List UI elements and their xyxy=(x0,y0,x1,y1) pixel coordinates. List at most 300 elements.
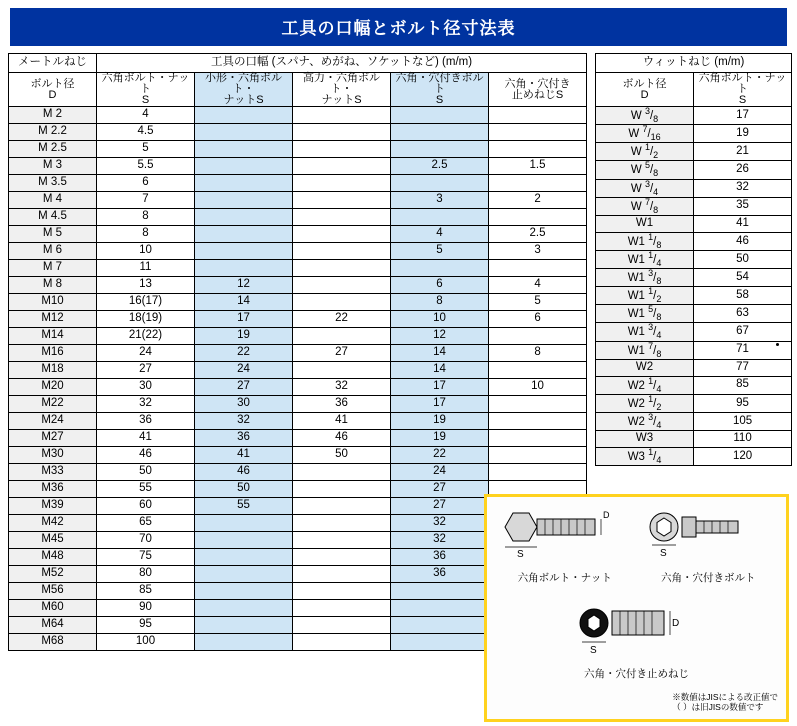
bolt-diameter-cell: M 8 xyxy=(9,277,97,294)
dimension-cell xyxy=(195,226,293,243)
dimension-cell: 12 xyxy=(391,328,489,345)
col-header-line1: ボルト径 xyxy=(30,77,75,90)
dimension-cell xyxy=(195,158,293,175)
dimension-cell xyxy=(195,532,293,549)
dimension-cell xyxy=(195,549,293,566)
col-header-hex-bolt-nut xyxy=(97,73,195,107)
dimension-cell: 27 xyxy=(195,379,293,396)
dimension-cell xyxy=(293,158,391,175)
col-header-line2: S xyxy=(738,94,747,106)
dimension-cell: 41 xyxy=(293,413,391,430)
bolt-diameter-cell: W $^5/_8$ xyxy=(596,161,694,179)
dimension-cell: 19 xyxy=(391,413,489,430)
col-header-line2: ナットS xyxy=(321,94,362,106)
dimension-cell: 3 xyxy=(489,243,587,260)
dimension-cell xyxy=(489,430,587,447)
dimension-cell: 22 xyxy=(293,311,391,328)
table-row xyxy=(9,141,587,158)
bolt-diameter-cell: W $^7/_{16}$ xyxy=(596,125,694,143)
diagram-socket-head-bolt xyxy=(637,503,781,585)
dimension-cell xyxy=(293,498,391,515)
table-row xyxy=(9,413,587,430)
bolt-diameter-cell: M60 xyxy=(9,600,97,617)
bolt-diameter-cell: W1 xyxy=(596,215,694,232)
bolt-diameter-cell: M 7 xyxy=(9,260,97,277)
bolt-diameter-cell: M 2 xyxy=(9,107,97,124)
col-header-high-strength-hex xyxy=(293,73,391,107)
dimension-cell: 70 xyxy=(97,532,195,549)
table-row xyxy=(9,107,587,124)
dimension-cell xyxy=(293,277,391,294)
dimension-cell: 12 xyxy=(195,277,293,294)
bolt-diameter-cell: M16 xyxy=(9,345,97,362)
bolt-diameter-cell: M64 xyxy=(9,617,97,634)
table-row xyxy=(596,394,792,412)
dimension-cell: 10 xyxy=(391,311,489,328)
bolt-diameter-cell: M42 xyxy=(9,515,97,532)
table-row xyxy=(9,396,587,413)
dimension-cell: 50 xyxy=(293,447,391,464)
table-row xyxy=(9,362,587,379)
dimension-cell xyxy=(195,515,293,532)
dimension-cell xyxy=(195,617,293,634)
bolt-diameter-cell: M 2.2 xyxy=(9,124,97,141)
dimension-cell xyxy=(195,566,293,583)
dimension-cell: 71 xyxy=(694,341,792,359)
col-header-line1: 小形・六角ボルト・ xyxy=(205,72,282,95)
table-row xyxy=(9,328,587,345)
dimension-cell xyxy=(391,260,489,277)
dimension-cell: 35 xyxy=(694,197,792,215)
dimension-cell xyxy=(195,260,293,277)
dimension-cell xyxy=(489,464,587,481)
dimension-cell: 4 xyxy=(489,277,587,294)
table-row xyxy=(596,323,792,341)
diagram-panel xyxy=(484,494,789,722)
dimension-cell: 4 xyxy=(391,226,489,243)
dimension-cell xyxy=(195,600,293,617)
dimension-cell: 50 xyxy=(694,250,792,268)
dimension-cell xyxy=(489,107,587,124)
note-line-2: （ ）は旧JISの数値です xyxy=(672,702,764,713)
dimension-cell xyxy=(195,124,293,141)
bolt-diameter-cell: M45 xyxy=(9,532,97,549)
dimension-cell xyxy=(293,464,391,481)
col-header-bolt-dia xyxy=(9,73,97,107)
dimension-cell: 14 xyxy=(391,345,489,362)
dimension-cell: 17 xyxy=(195,311,293,328)
col-header-line2: D xyxy=(640,88,649,101)
table-row xyxy=(596,376,792,394)
label-d: D xyxy=(602,510,610,520)
dimension-cell: 27 xyxy=(97,362,195,379)
table-row xyxy=(9,345,587,362)
table-row xyxy=(596,125,792,143)
dimension-cell: 30 xyxy=(195,396,293,413)
dimension-cell xyxy=(293,226,391,243)
dimension-cell: 41 xyxy=(97,430,195,447)
dimension-cell: 41 xyxy=(694,215,792,232)
table-row xyxy=(9,54,587,73)
bolt-diameter-cell: M 3 xyxy=(9,158,97,175)
bolt-diameter-cell: M 6 xyxy=(9,243,97,260)
col-header-line2: S xyxy=(141,94,150,106)
table-row xyxy=(9,158,587,175)
dimension-cell: 32 xyxy=(391,515,489,532)
dimension-cell: 36 xyxy=(391,549,489,566)
dimension-cell: 75 xyxy=(97,549,195,566)
dimension-cell: 32 xyxy=(391,532,489,549)
dimension-cell xyxy=(195,192,293,209)
dimension-cell: 36 xyxy=(195,430,293,447)
diagram-caption: 六角ボルト・ナット xyxy=(517,572,612,584)
dimension-cell: 46 xyxy=(293,430,391,447)
table-row xyxy=(9,379,587,396)
bolt-diameter-cell: W2 $^1/_2$ xyxy=(596,394,694,412)
bolt-diameter-cell: W2 xyxy=(596,359,694,376)
bolt-diameter-cell: M20 xyxy=(9,379,97,396)
table-row xyxy=(596,215,792,232)
dimension-cell xyxy=(391,107,489,124)
dimension-cell xyxy=(489,124,587,141)
dimension-cell: 58 xyxy=(694,287,792,305)
dimension-cell xyxy=(293,243,391,260)
dimension-cell xyxy=(293,362,391,379)
bolt-diameter-cell: W $^1/_2$ xyxy=(596,143,694,161)
table-row xyxy=(9,226,587,243)
bolt-diameter-cell: M 4.5 xyxy=(9,209,97,226)
dimension-cell: 105 xyxy=(694,412,792,430)
dimension-cell: 4.5 xyxy=(97,124,195,141)
dimension-cell: 24 xyxy=(97,345,195,362)
dimension-cell: 27 xyxy=(293,345,391,362)
dimension-cell: 6 xyxy=(391,277,489,294)
dimension-cell: 17 xyxy=(694,107,792,125)
dimension-cell: 120 xyxy=(694,448,792,466)
dimension-cell: 36 xyxy=(293,396,391,413)
bolt-diameter-cell: M10 xyxy=(9,294,97,311)
dimension-cell: 21 xyxy=(694,143,792,161)
dimension-cell xyxy=(391,175,489,192)
dimension-cell xyxy=(293,294,391,311)
dimension-cell: 8 xyxy=(97,209,195,226)
dimension-cell: 100 xyxy=(97,634,195,651)
dimension-cell xyxy=(293,583,391,600)
diagram-hex-bolt-nut xyxy=(493,503,637,585)
table-row xyxy=(9,192,587,209)
dimension-cell xyxy=(489,413,587,430)
dimension-cell: 46 xyxy=(195,464,293,481)
dimension-cell: 24 xyxy=(195,362,293,379)
socket-set-screw-icon xyxy=(564,599,714,661)
dimension-cell xyxy=(195,243,293,260)
dimension-cell: 2.5 xyxy=(391,158,489,175)
dimension-cell: 8 xyxy=(489,345,587,362)
table-row xyxy=(596,448,792,466)
dimension-cell xyxy=(195,107,293,124)
stray-dot xyxy=(776,343,779,346)
dimension-cell: 11 xyxy=(97,260,195,277)
col-header-socket-head-bolt xyxy=(391,73,489,107)
dimension-cell: 27 xyxy=(391,481,489,498)
dimension-cell: 17 xyxy=(391,396,489,413)
dimension-cell xyxy=(293,549,391,566)
bolt-diameter-cell: W1 $^1/_4$ xyxy=(596,250,694,268)
col-header-line2: 止めねじS xyxy=(511,88,564,101)
bolt-diameter-cell: M68 xyxy=(9,634,97,651)
dimension-cell: 46 xyxy=(97,447,195,464)
bolt-diameter-cell: M12 xyxy=(9,311,97,328)
dimension-cell: 14 xyxy=(195,294,293,311)
dimension-cell: 32 xyxy=(293,379,391,396)
bolt-diameter-cell: M36 xyxy=(9,481,97,498)
bolt-diameter-cell: W3 $^1/_4$ xyxy=(596,448,694,466)
table-row xyxy=(596,143,792,161)
dimension-cell xyxy=(293,617,391,634)
dimension-cell xyxy=(195,209,293,226)
bolt-diameter-cell: M18 xyxy=(9,362,97,379)
dimension-cell xyxy=(293,107,391,124)
dimension-cell: 80 xyxy=(97,566,195,583)
bolt-diameter-cell: M33 xyxy=(9,464,97,481)
socket-head-bolt-icon xyxy=(638,503,778,565)
dimension-cell xyxy=(489,328,587,345)
dimension-cell xyxy=(489,260,587,277)
dimension-cell xyxy=(293,175,391,192)
table-row xyxy=(596,161,792,179)
bolt-diameter-cell: M24 xyxy=(9,413,97,430)
table-row xyxy=(596,341,792,359)
dimension-cell: 36 xyxy=(391,566,489,583)
dimension-cell: 26 xyxy=(694,161,792,179)
dimension-cell: 6 xyxy=(489,311,587,328)
table-row xyxy=(9,430,587,447)
col-header-small-hex xyxy=(195,73,293,107)
table-row xyxy=(596,287,792,305)
dimension-cell: 17 xyxy=(391,379,489,396)
bolt-diameter-cell: W1 $^1/_8$ xyxy=(596,232,694,250)
dimension-cell: 3 xyxy=(391,192,489,209)
dimension-cell: 60 xyxy=(97,498,195,515)
whit-header: ウィットねじ (m/m) xyxy=(596,54,792,73)
dimension-cell: 67 xyxy=(694,323,792,341)
dimension-cell xyxy=(293,192,391,209)
dimension-cell: 2 xyxy=(489,192,587,209)
table-row xyxy=(596,250,792,268)
dimension-cell: 8 xyxy=(97,226,195,243)
dimension-cell: 5 xyxy=(391,243,489,260)
dimension-cell: 14 xyxy=(391,362,489,379)
bolt-diameter-cell: M39 xyxy=(9,498,97,515)
dimension-cell xyxy=(293,634,391,651)
table-row xyxy=(9,311,587,328)
dimension-cell xyxy=(293,566,391,583)
col-header-line1: 六角ボルト・ナット xyxy=(698,72,787,95)
dimension-cell xyxy=(489,362,587,379)
dimension-cell xyxy=(391,209,489,226)
page-title: 工具の口幅とボルト径寸法表 xyxy=(10,8,787,46)
label-s: S xyxy=(660,548,667,559)
dimension-cell: 5 xyxy=(97,141,195,158)
col-header-line2: D xyxy=(48,88,57,101)
bolt-diameter-cell: M27 xyxy=(9,430,97,447)
table-row xyxy=(9,209,587,226)
dimension-cell: 16(17) xyxy=(97,294,195,311)
table-row xyxy=(9,464,587,481)
dimension-cell: 54 xyxy=(694,269,792,287)
dimension-cell xyxy=(293,600,391,617)
col-header-line2: S xyxy=(435,94,444,106)
dimension-cell: 5 xyxy=(489,294,587,311)
table-row xyxy=(9,294,587,311)
dimension-cell: 55 xyxy=(195,498,293,515)
whitworth-table-body xyxy=(596,107,792,466)
table-row xyxy=(596,305,792,323)
bolt-diameter-cell: W $^7/_8$ xyxy=(596,197,694,215)
bolt-diameter-cell: M48 xyxy=(9,549,97,566)
table-row xyxy=(9,260,587,277)
table-row xyxy=(9,124,587,141)
table-row xyxy=(9,73,587,107)
dimension-cell: 5.5 xyxy=(97,158,195,175)
dimension-cell: 32 xyxy=(97,396,195,413)
dimension-cell: 32 xyxy=(195,413,293,430)
dimension-cell: 65 xyxy=(97,515,195,532)
dimension-cell xyxy=(391,634,489,651)
bolt-diameter-cell: M 2.5 xyxy=(9,141,97,158)
dimension-cell xyxy=(391,124,489,141)
col-header-line1: 高力・六角ボルト・ xyxy=(303,72,380,95)
dimension-cell xyxy=(391,600,489,617)
dimension-cell: 13 xyxy=(97,277,195,294)
dimension-cell xyxy=(489,447,587,464)
table-row xyxy=(596,269,792,287)
table-row xyxy=(596,197,792,215)
bolt-diameter-cell: M 3.5 xyxy=(9,175,97,192)
dimension-cell xyxy=(391,583,489,600)
dimension-cell: 41 xyxy=(195,447,293,464)
dimension-cell: 6 xyxy=(97,175,195,192)
col-header-line1: 六角ボルト・ナット xyxy=(101,72,190,95)
col-header-line2: ナットS xyxy=(223,94,264,106)
metric-header-left: メートルねじ xyxy=(9,54,97,73)
table-row xyxy=(596,107,792,125)
dimension-cell: 55 xyxy=(97,481,195,498)
dimension-cell: 46 xyxy=(694,232,792,250)
bolt-diameter-cell: W2 $^1/_4$ xyxy=(596,376,694,394)
table-row xyxy=(596,232,792,250)
col-header-socket-set-screw xyxy=(489,73,587,107)
bolt-diameter-cell: M56 xyxy=(9,583,97,600)
dimension-cell: 19 xyxy=(694,125,792,143)
dimension-cell xyxy=(489,209,587,226)
dimension-cell: 10 xyxy=(97,243,195,260)
whit-col-header-hex-bolt-nut xyxy=(694,73,792,107)
dimension-cell: 36 xyxy=(97,413,195,430)
whitworth-thread-table xyxy=(595,53,792,466)
table-row xyxy=(596,431,792,448)
diagram-socket-set-screw xyxy=(564,599,709,681)
bolt-diameter-cell: M22 xyxy=(9,396,97,413)
dimension-cell: 27 xyxy=(391,498,489,515)
hex-bolt-nut-icon xyxy=(495,503,635,565)
bolt-diameter-cell: W1 $^1/_2$ xyxy=(596,287,694,305)
dimension-cell: 4 xyxy=(97,107,195,124)
dimension-cell xyxy=(293,328,391,345)
bolt-diameter-cell: W1 $^5/_8$ xyxy=(596,305,694,323)
label-s: S xyxy=(516,549,524,560)
dimension-cell: 24 xyxy=(391,464,489,481)
dimension-cell xyxy=(195,141,293,158)
dimension-cell xyxy=(293,481,391,498)
dimension-cell: 85 xyxy=(694,376,792,394)
dimension-cell: 22 xyxy=(195,345,293,362)
diagram-notes xyxy=(672,692,778,713)
bolt-diameter-cell: W1 $^3/_8$ xyxy=(596,269,694,287)
dimension-cell: 10 xyxy=(489,379,587,396)
dimension-cell xyxy=(293,124,391,141)
table-row xyxy=(9,243,587,260)
bolt-diameter-cell: W3 xyxy=(596,431,694,448)
dimension-cell xyxy=(293,515,391,532)
dimension-cell xyxy=(195,175,293,192)
dimension-cell: 21(22) xyxy=(97,328,195,345)
dimension-cell xyxy=(293,141,391,158)
dimension-cell: 19 xyxy=(195,328,293,345)
table-row xyxy=(596,179,792,197)
label-s: S xyxy=(590,645,597,656)
bolt-diameter-cell: W2 $^3/_4$ xyxy=(596,412,694,430)
diagram-caption: 六角・穴付きボルト xyxy=(661,572,756,584)
dimension-cell: 2.5 xyxy=(489,226,587,243)
dimension-cell: 90 xyxy=(97,600,195,617)
metric-header-center: 工具の口幅 (スパナ、めがね、ソケットなど) (m/m) xyxy=(97,54,587,73)
table-row xyxy=(9,277,587,294)
bolt-diameter-cell: M 4 xyxy=(9,192,97,209)
diagram-caption: 六角・穴付き止めねじ xyxy=(584,668,689,680)
dimension-cell xyxy=(195,634,293,651)
dimension-cell: 63 xyxy=(694,305,792,323)
dimension-cell: 85 xyxy=(97,583,195,600)
bolt-diameter-cell: M 5 xyxy=(9,226,97,243)
dimension-cell xyxy=(195,583,293,600)
dimension-cell: 8 xyxy=(391,294,489,311)
table-row xyxy=(9,447,587,464)
dimension-cell: 19 xyxy=(391,430,489,447)
dimension-cell: 77 xyxy=(694,359,792,376)
dimension-cell: 30 xyxy=(97,379,195,396)
dimension-cell: 95 xyxy=(97,617,195,634)
bolt-diameter-cell: M52 xyxy=(9,566,97,583)
col-header-line1: 六角・穴付き xyxy=(504,77,571,90)
dimension-cell xyxy=(293,260,391,277)
dimension-cell: 32 xyxy=(694,179,792,197)
dimension-cell xyxy=(293,209,391,226)
table-row xyxy=(596,73,792,107)
bolt-diameter-cell: W $^3/_4$ xyxy=(596,179,694,197)
table-row xyxy=(596,54,792,73)
whit-col-header-bolt-dia xyxy=(596,73,694,107)
dimension-cell: 50 xyxy=(195,481,293,498)
note-line-1: ※数値はJISによる改正値で xyxy=(672,691,778,702)
col-header-line1: ボルト径 xyxy=(622,77,667,90)
dimension-cell: 95 xyxy=(694,394,792,412)
dimension-cell: 110 xyxy=(694,431,792,448)
bolt-diameter-cell: W1 $^3/_4$ xyxy=(596,323,694,341)
dimension-cell xyxy=(391,141,489,158)
bolt-diameter-cell: W $^3/_8$ xyxy=(596,107,694,125)
label-d: D xyxy=(672,618,680,629)
